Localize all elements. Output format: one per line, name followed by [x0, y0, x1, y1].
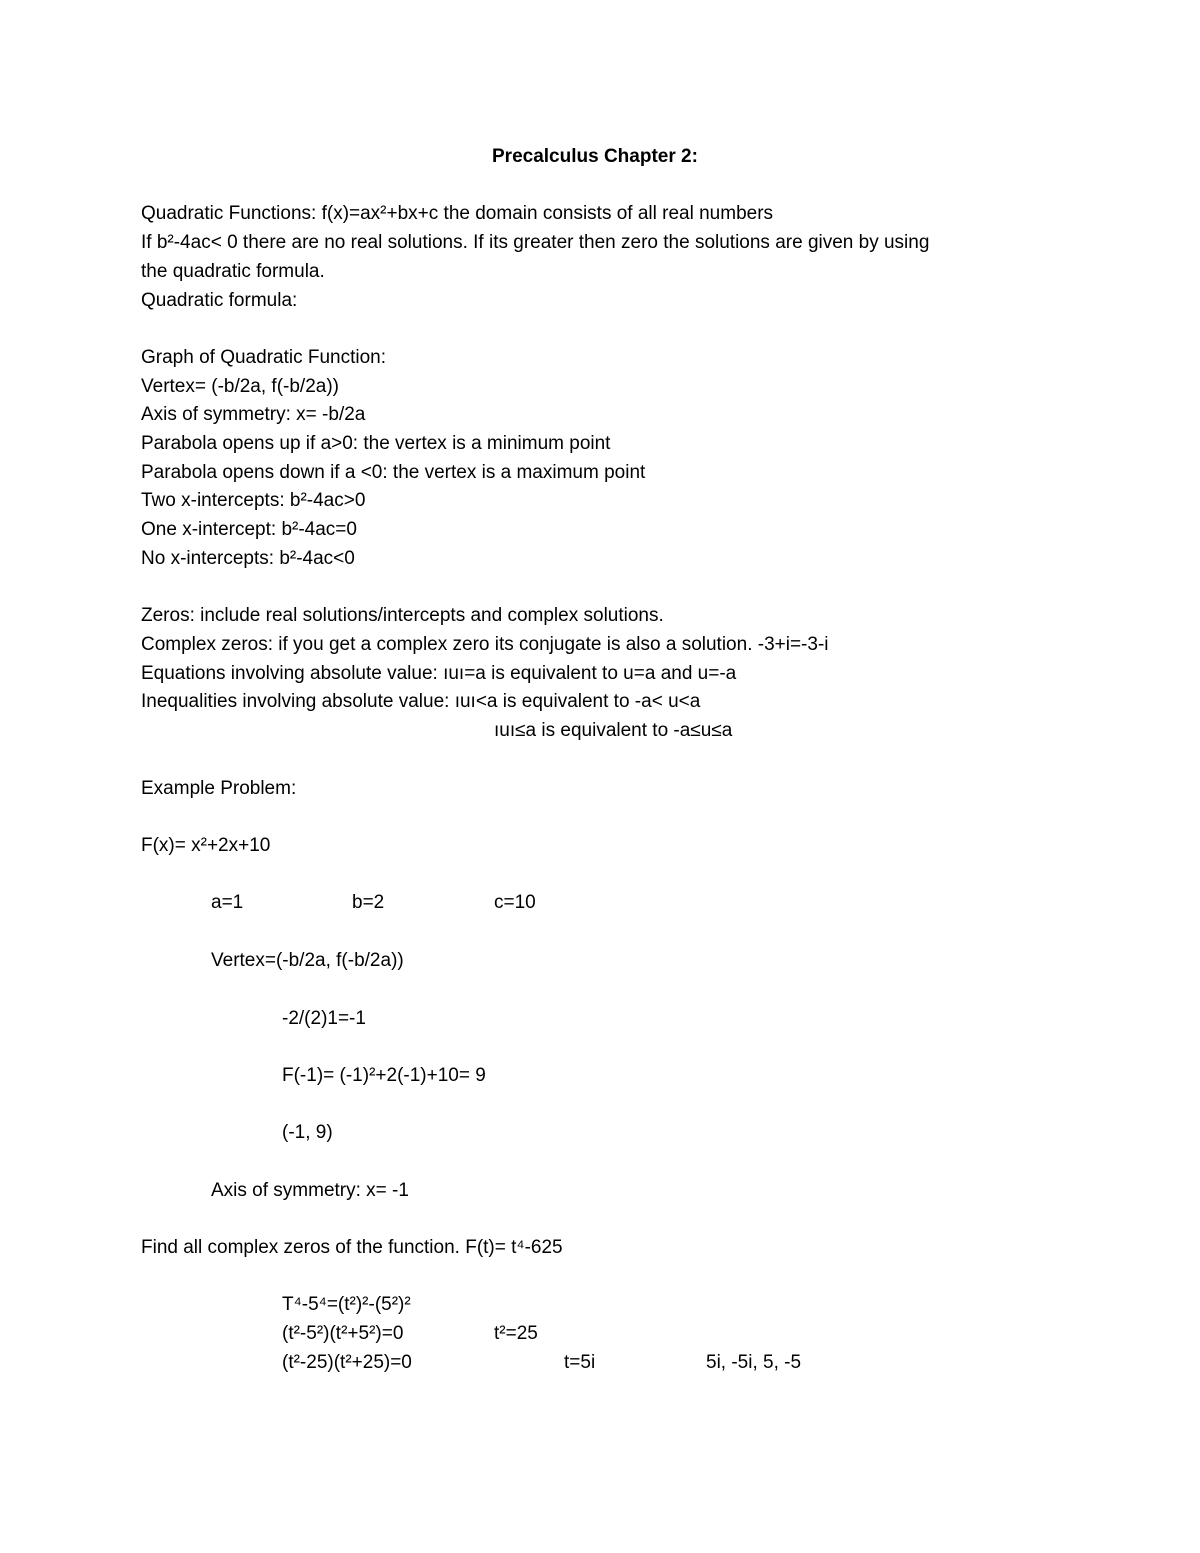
text-line-two-intercepts: Two x-intercepts: b²-4ac>0 [141, 490, 366, 511]
text-line-no-intercepts: No x-intercepts: b²-4ac<0 [141, 548, 355, 569]
text-line-example-x-vertex: -2/(2)1=-1 [282, 1008, 366, 1029]
text-coefficient-b: b=2 [352, 892, 385, 913]
text-line-graph-heading: Graph of Quadratic Function: [141, 347, 387, 368]
text-coefficient-a: a=1 [211, 892, 244, 913]
text-coefficient-c: c=10 [494, 892, 536, 913]
text-line-example-vertex: Vertex=(-b/2a, f(-b/2a)) [211, 950, 404, 971]
text-line-vertex-formula: Vertex= (-b/2a, f(-b/2a)) [141, 376, 339, 397]
text-line-factor-step-3: (t²-25)(t²+25)=0 [282, 1352, 412, 1373]
text-line-example-function: F(x)= x²+2x+10 [141, 835, 271, 856]
text-line-complex-zeros-problem: Find all complex zeros of the function. F(t)= t⁴-625 [141, 1237, 563, 1258]
text-line-discriminant-rule: If b²-4ac< 0 there are no real solutions. If its greater then zero the solutions are given by using [141, 232, 930, 253]
text-line-absolute-equations: Equations involving absolute value: ıuı=a is equivalent to u=a and u=-a [141, 663, 737, 684]
text-line-example-heading: Example Problem: [141, 778, 297, 799]
text-line-opens-up: Parabola opens up if a>0: the vertex is a minimum point [141, 433, 611, 454]
page-title: Precalculus Chapter 2: [492, 146, 698, 167]
text-line-quadratic-functions: Quadratic Functions: f(x)=ax²+bx+c the domain consists of all real numbers [141, 203, 774, 224]
text-t-value: t=5i [564, 1352, 596, 1373]
text-line-quadratic-formula-label: Quadratic formula: [141, 290, 298, 311]
text-line-quadratic-formula-note: the quadratic formula. [141, 261, 325, 282]
text-line-zeros: Zeros: include real solutions/intercepts and complex solutions. [141, 605, 664, 626]
text-line-factor-step-1: T⁴-5⁴=(t²)²-(5²)² [282, 1294, 411, 1315]
text-line-example-f-value: F(-1)= (-1)²+2(-1)+10= 9 [282, 1065, 486, 1086]
text-line-opens-down: Parabola opens down if a <0: the vertex is a maximum point [141, 462, 646, 483]
text-line-factor-step-2: (t²-5²)(t²+5²)=0 [282, 1323, 404, 1344]
text-line-absolute-inequalities: Inequalities involving absolute value: ıuı<a is equivalent to -a< u<a [141, 691, 701, 712]
text-zeros-answer: 5i, -5i, 5, -5 [706, 1352, 802, 1373]
text-line-one-intercept: One x-intercept: b²-4ac=0 [141, 519, 357, 540]
text-t-squared-value: t²=25 [494, 1323, 538, 1344]
text-line-axis-symmetry: Axis of symmetry: x= -b/2a [141, 404, 366, 425]
text-line-example-axis: Axis of symmetry: x= -1 [211, 1180, 409, 1201]
text-line-absolute-inequalities-2: ıuı≤a is equivalent to -a≤u≤a [494, 720, 733, 741]
text-line-complex-zeros: Complex zeros: if you get a complex zero its conjugate is also a solution. -3+i=-3-i [141, 634, 829, 655]
text-line-example-vertex-point: (-1, 9) [282, 1122, 333, 1143]
